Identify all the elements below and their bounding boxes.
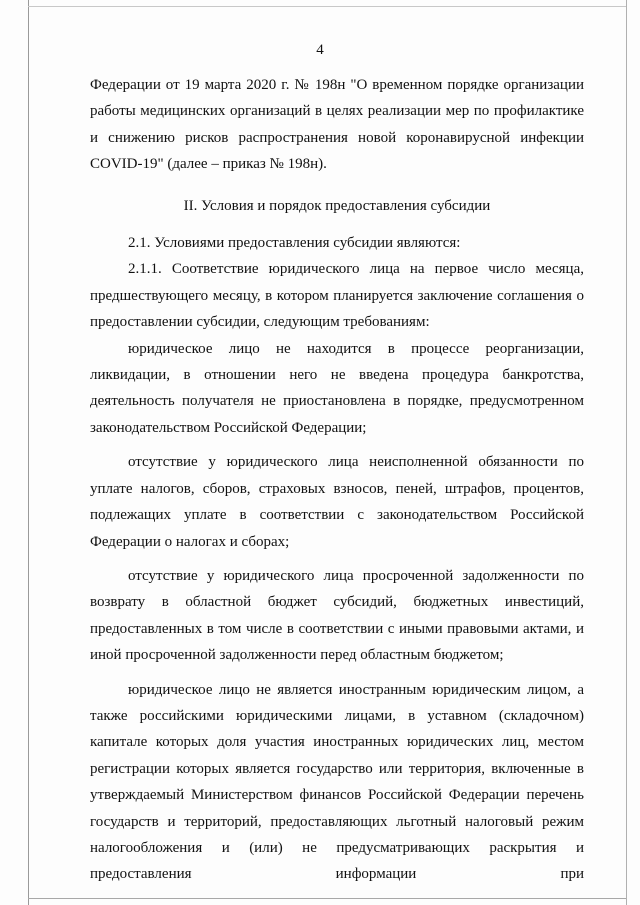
page-edge-bottom (28, 898, 626, 899)
paragraph-requirement-debt: отсутствие у юридического лица просроченной задолженности по возврату в областной бюджет субсидий, бюджетных инвестиций, предоставленных в том числе в соответствии с иными правовыми актами, и иной просроченной задолженности перед областным бюджетом; (90, 567, 584, 664)
page-edge-left (28, 0, 29, 905)
paragraph-2-1: 2.1. Условиями предоставления субсидии являются: (128, 235, 461, 252)
paragraph-requirement-foreign: юридическое лицо не является иностранным юридическим лицом, а также российскими юридическими лицами, в уставном (складочном) капитале которых доля участия иностранных юридических лиц, местом регистрации которых является государство или территория, включенные в утверждаемый Министерством финансов Российской Федерации перечень государств и территорий, предоставляющих льготный налоговый режим налогообложения и (или) не предусматривающих раскрытия и предоставления информации при (90, 681, 584, 883)
page-edge-right (626, 0, 627, 905)
paragraph-requirement-taxes: отсутствие у юридического лица неисполненной обязанности по уплате налогов, сборов, страховых взносов, пеней, штрафов, процентов, подлежащих уплате в соответствии с законодательством Российской Федерации о налогах и сборах; (90, 454, 584, 550)
page-edge-top (28, 6, 626, 7)
paragraph-2-1-1: 2.1.1. Соответствие юридического лица на первое число месяца, предшествующего месяцу, в котором планируется заключение соглашения о предоставлении субсидии, следующим требованиям: (90, 261, 584, 331)
section-heading: II. Условия и порядок предоставления субсидии (183, 197, 491, 214)
paragraph-requirement-reorganization: юридическое лицо не находится в процессе реорганизации, ликвидации, в отношении него не введена процедура банкротства, деятельность получателя не приостановлена в порядке, предусмотренном законодательством Российской Федерации; (90, 340, 584, 436)
document-body (90, 72, 584, 888)
page-number: 4 (316, 42, 324, 58)
paragraph-intro: Федерации от 19 марта 2020 г. № 198н "О временном порядке организации работы медицинских организаций в целях реализации мер по профилактике и снижению рисков распространения новой коронавирусной инфекции COVID-19" (далее – приказ № 198н). (90, 77, 584, 173)
